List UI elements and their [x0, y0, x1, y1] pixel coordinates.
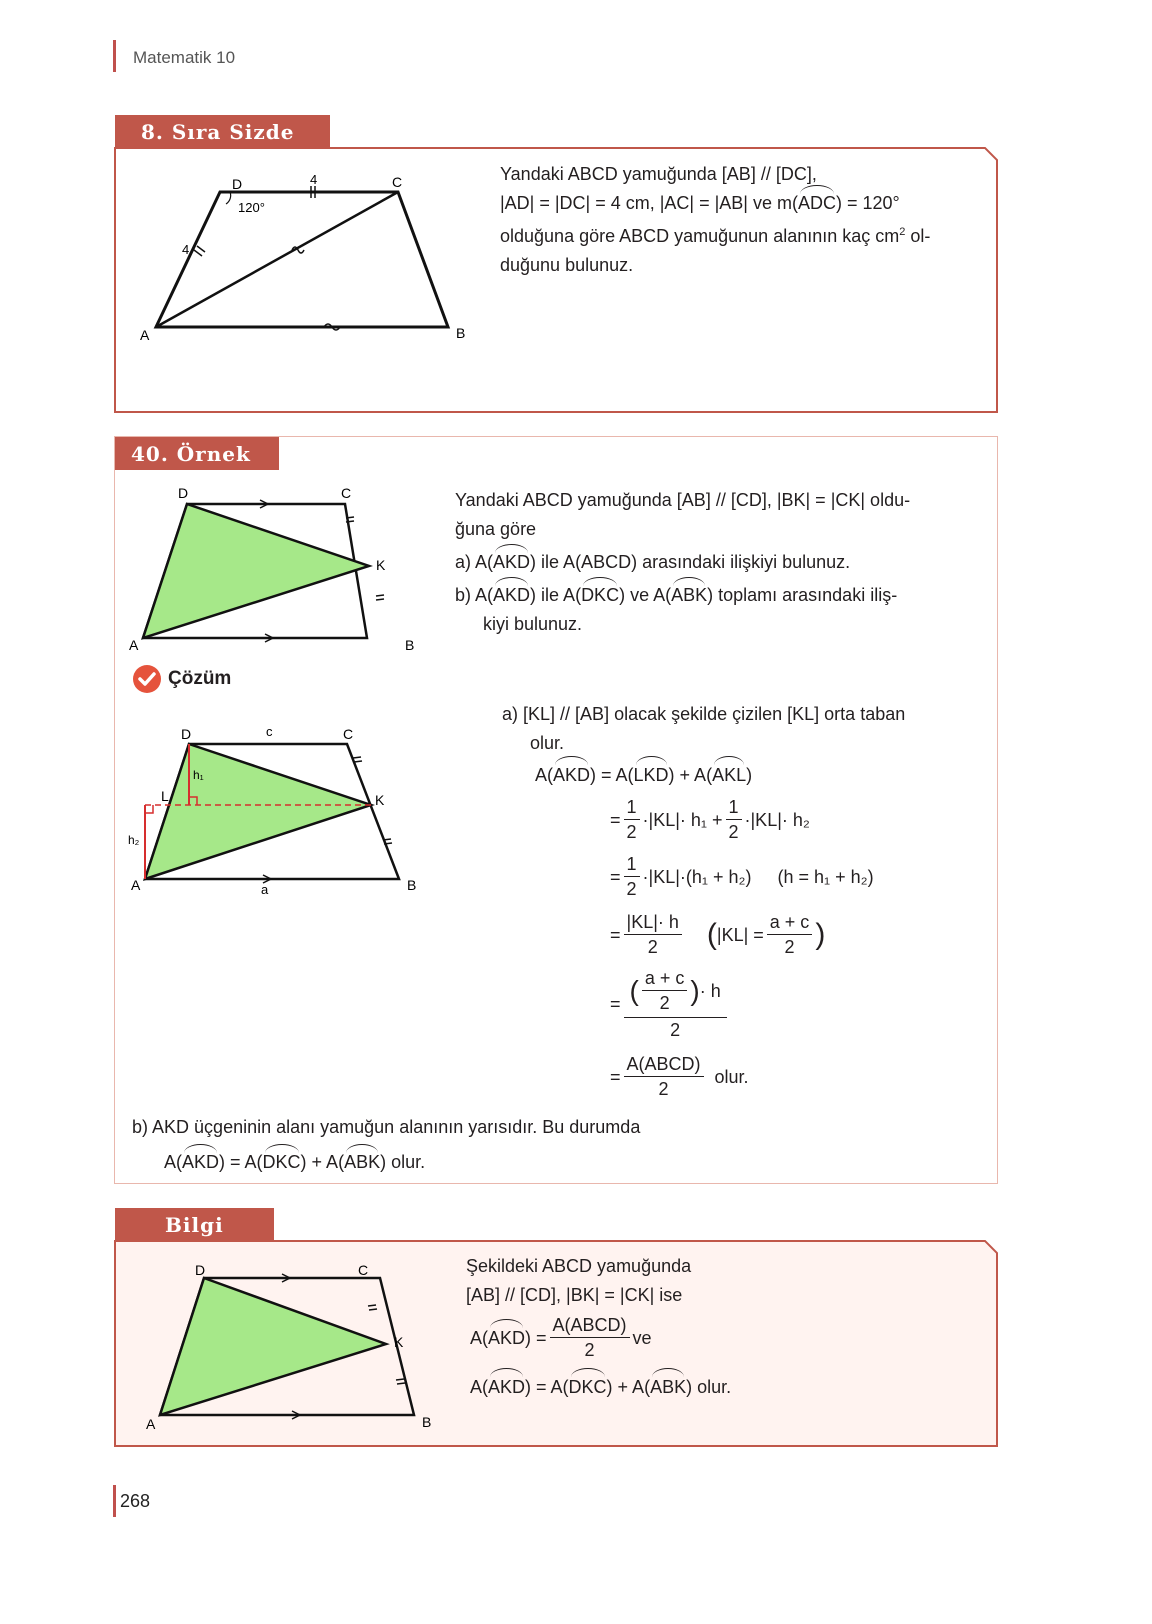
fraction: [624, 852, 640, 901]
sira-sizde-text: [500, 160, 985, 280]
page-number: 268: [120, 1491, 151, 1511]
text-segment: ) ve A(: [619, 585, 672, 605]
vertex-d-label: D: [232, 176, 243, 192]
side-a-label: a: [261, 882, 269, 897]
item-label: a): [502, 704, 519, 724]
height-h1-label: h₁: [193, 768, 204, 782]
box-corner: [984, 1240, 998, 1254]
left-length-label: 4: [182, 242, 190, 257]
fraction: [767, 910, 813, 959]
arc-label: AKD: [493, 548, 530, 577]
text-segment: ) + A(: [300, 1152, 345, 1172]
text-segment: ·|KL|·(h₁ + h₂): [642, 866, 752, 887]
vertex-b-label: B: [456, 325, 466, 341]
arc-label: AKD: [553, 760, 590, 790]
paren-open: (: [706, 917, 717, 951]
question-line-2: ğuna göre: [455, 519, 537, 539]
text-segment: AKD üçgeninin alanı yamuğun alanının yarısıdır. Bu durumda: [152, 1117, 641, 1137]
problem-line-2: [500, 189, 985, 218]
top-length-label: 4: [310, 172, 318, 187]
equals-sign: =: [610, 1066, 621, 1087]
vertex-a-label: A: [129, 637, 139, 653]
vertex-a-label: A: [146, 1416, 156, 1432]
denominator: 2: [658, 1079, 669, 1099]
arc-label: DKC: [263, 1148, 301, 1177]
text-segment: ol-: [905, 226, 931, 246]
numerator: A(ABCD): [624, 1052, 704, 1077]
arc-label: AKD: [488, 1372, 525, 1402]
text-segment: ·|KL|· h₁ +: [642, 809, 723, 830]
numerator: 1: [624, 795, 640, 820]
problem-line-3: [500, 218, 985, 251]
denominator: 2: [670, 1020, 681, 1040]
text-segment: ) = A(: [219, 1152, 263, 1172]
bilgi-tab: Bilgi: [115, 1208, 274, 1241]
equation-2: [610, 795, 810, 844]
vertex-c-label: C: [392, 174, 403, 190]
question-b-line-2: kiyi bulunuz.: [483, 614, 583, 634]
note: (h = h₁ + h₂): [777, 866, 874, 887]
bilgi-equation-1: [470, 1313, 652, 1362]
vertex-k-label: K: [394, 1334, 404, 1350]
text-segment: ): [746, 765, 753, 785]
vertex-c-label: C: [343, 726, 354, 742]
solution-b: [132, 1113, 972, 1177]
text-segment: olur.: [714, 1066, 749, 1087]
text-segment: ve: [632, 1327, 652, 1348]
denominator: 2: [626, 822, 637, 842]
trapezoid-figure-2: [125, 480, 425, 660]
text-segment: [KL] // [AB] olacak şekilde çizilen [KL] orta taban: [523, 704, 906, 724]
text-segment: A(: [470, 1327, 488, 1348]
text-segment: ) =: [525, 1327, 547, 1348]
paren-close: ): [815, 917, 826, 951]
text-segment: ) toplamı arasındaki iliş-: [707, 585, 898, 605]
equals-sign: =: [610, 994, 621, 1014]
numerator: 1: [624, 852, 640, 877]
vertex-c-label: C: [358, 1262, 369, 1278]
arc-label: ADC: [798, 189, 836, 218]
arc-label: DKC: [581, 581, 619, 610]
vertex-b-label: B: [405, 637, 415, 653]
bilgi-text: [466, 1252, 966, 1310]
text-segment: ) = A(: [525, 1377, 569, 1397]
item-label: b): [455, 585, 472, 605]
text-segment: |KL| =: [716, 924, 764, 945]
numerator: a + c: [642, 966, 688, 991]
bilgi-equation-2: [470, 1372, 731, 1402]
item-label: b): [132, 1117, 149, 1137]
equation-6: [610, 1052, 749, 1101]
equation-5: [610, 966, 730, 1042]
text-segment: ) olur.: [686, 1377, 732, 1397]
arc-label: ABK: [671, 581, 707, 610]
text-segment: A(: [470, 1377, 488, 1397]
question-a: [455, 548, 990, 577]
text-segment: ) = 120°: [836, 193, 900, 213]
text-segment: A(: [475, 552, 494, 572]
fraction: [624, 966, 727, 1042]
item-label: a): [455, 552, 472, 572]
height-h2-label: h₂: [128, 833, 140, 847]
solution-a-line-2: olur.: [530, 733, 565, 753]
numerator: [624, 966, 727, 1018]
arc-label: ABK: [344, 1148, 380, 1177]
fraction: [624, 910, 682, 959]
fraction: [726, 795, 742, 844]
text-segment: ) = A(: [590, 765, 634, 785]
fraction: [624, 795, 640, 844]
equation-4: [610, 910, 825, 959]
paren-open: (: [629, 974, 639, 1006]
numerator: A(ABCD): [550, 1313, 630, 1338]
solution-label: Çözüm: [168, 668, 232, 689]
vertex-d-label: D: [181, 726, 192, 742]
question-line-1: Yandaki ABCD yamuğunda [AB] // [CD], |BK| = |CK| oldu-: [455, 490, 911, 510]
text-segment: ) + A(: [668, 765, 713, 785]
side-c-label: c: [266, 724, 273, 739]
text-segment: ·|KL|· h₂: [744, 809, 810, 830]
text-segment: ) ile A(ABCD) arasındaki ilişkiyi bulunuz.: [530, 552, 851, 572]
text-segment: A(: [164, 1152, 182, 1172]
arc-label: DKC: [569, 1372, 607, 1402]
vertex-k-label: K: [375, 792, 385, 808]
fraction: [550, 1313, 630, 1362]
denominator: 2: [626, 879, 637, 899]
text-segment: A(: [535, 765, 553, 785]
sira-sizde-tab: 8. Sıra Sizde: [115, 115, 330, 148]
text-segment: A(: [475, 585, 494, 605]
denominator: 2: [584, 1340, 595, 1360]
problem-line-4: duğunu bulunuz.: [500, 255, 634, 275]
footer-accent-bar: [113, 1485, 116, 1517]
denominator: 2: [647, 937, 658, 957]
text-segment: olduğuna göre ABCD yamuğunun alanının kaç cm: [500, 226, 900, 246]
ornek-tab: 40. Örnek: [115, 437, 279, 470]
denominator: 2: [728, 822, 739, 842]
solution-b-line-1: [132, 1113, 972, 1142]
numerator: a + c: [767, 910, 813, 935]
trapezoid-figure-3: [140, 1258, 440, 1438]
vertex-b-label: B: [422, 1414, 432, 1430]
numerator: 1: [726, 795, 742, 820]
bilgi-line-1: Şekildeki ABCD yamuğunda: [466, 1256, 692, 1276]
box-corner: [984, 147, 998, 161]
text-segment: |AD| = |DC| = 4 cm, |AC| = |AB| ve m(: [500, 193, 798, 213]
paren-close: ): [690, 974, 700, 1006]
equals-sign: =: [610, 809, 621, 830]
numerator: |KL|· h: [624, 910, 682, 935]
arc-label: AKD: [493, 581, 530, 610]
vertex-a-label: A: [131, 877, 141, 893]
equation-3: [610, 852, 874, 901]
fraction: [624, 1052, 704, 1101]
equals-sign: =: [610, 866, 621, 887]
bilgi-line-2: [AB] // [CD], |BK| = |CK| ise: [466, 1285, 683, 1305]
arc-label: AKD: [488, 1323, 525, 1353]
equation-1: [535, 760, 752, 790]
solution-a-line-1: [502, 700, 987, 729]
arc-label: AKL: [712, 760, 746, 790]
text-segment: ) ile A(: [530, 585, 582, 605]
arc-label: AKD: [182, 1148, 219, 1177]
solution-b-equation: [132, 1148, 972, 1177]
angle-label: 120°: [238, 200, 265, 215]
trapezoid-solution-figure: [125, 722, 425, 902]
arc-label: ABK: [650, 1372, 686, 1402]
text-segment: · h: [699, 980, 721, 1001]
header-accent-bar: [113, 40, 116, 72]
vertex-b-label: B: [407, 877, 417, 893]
denominator: 2: [659, 993, 670, 1013]
vertex-d-label: D: [178, 485, 189, 501]
ornek-question: [455, 486, 990, 639]
vertex-c-label: C: [341, 485, 352, 501]
check-icon: [132, 664, 162, 694]
arc-label: LKD: [634, 760, 669, 790]
vertex-d-label: D: [195, 1262, 206, 1278]
book-title: Matematik 10: [133, 48, 236, 67]
solution-a: [502, 700, 987, 758]
superscript: 2: [899, 226, 906, 238]
text-segment: ) + A(: [606, 1377, 651, 1397]
problem-line-1: Yandaki ABCD yamuğunda [AB] // [DC],: [500, 164, 817, 184]
equals-sign: =: [610, 924, 621, 945]
text-segment: ) olur.: [380, 1152, 426, 1172]
question-b: [455, 581, 990, 610]
fraction: [642, 966, 688, 1015]
vertex-a-label: A: [140, 327, 150, 343]
denominator: 2: [784, 937, 795, 957]
vertex-l-label: L: [161, 788, 169, 804]
vertex-k-label: K: [376, 557, 386, 573]
trapezoid-figure-1: [130, 170, 480, 350]
